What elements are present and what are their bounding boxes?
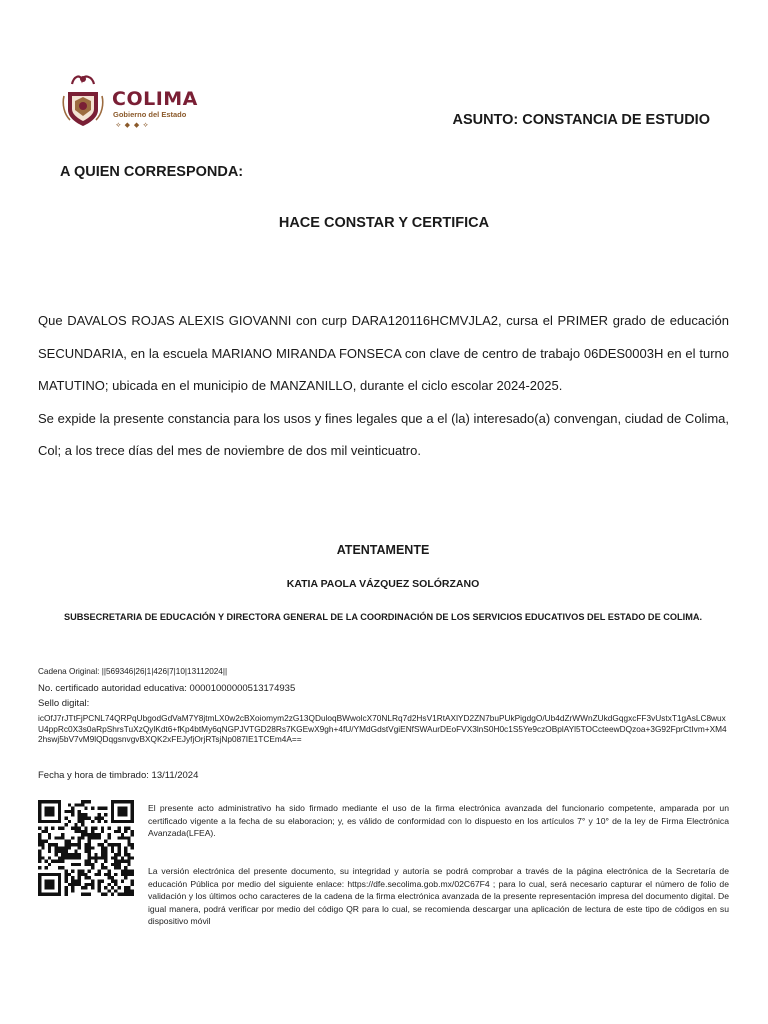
legal-notice-signature: El presente acto administrativo ha sido firmado mediante el uso de la firma electrónica avanzada del funcionario competente, amparada por un certificado vigente a la fecha de su elaboracion; y, es válido de conformidad con lo dispuesto en los artículos 7° y 10° de la ley de Firma Electrónica Avanzada(LFEA). (148, 803, 729, 838)
closing: ATENTAMENTE (336, 543, 430, 557)
qr-code-icon[interactable] (38, 800, 134, 896)
body-paragraph-1: Que DAVALOS ROJAS ALEXIS GIOVANNI con curp DARA120116HCMVJLA2, cursa el PRIMER grado de educación SECUNDARIA, en la escuela MARIANO MIRANDA FONSECA con clave de centro de trabajo 06DES0003H en el turno MATUTINO; ubicada en el municipio de MANZANILLO, durante el ciclo escolar 2024-2025. (38, 313, 729, 393)
original-chain: Cadena Original: ||569346|26|1|426|7|10|13112024|| (38, 667, 228, 676)
logo-subtitle: Gobierno del Estado (113, 110, 187, 119)
logo-ornament: ⟡ ◆ ◆ ⟡ (116, 122, 149, 129)
certificate-number: No. certificado autoridad educativa: 00001000000513174935 (38, 683, 296, 694)
legal-notice-verification: La versión electrónica del presente documento, su integridad y autoría se podrá comprobar a través de la página electrónica de la Secretaría de educación Pública por medio del siguiente enlace: https://dfe.secolima.gob.mx/02C67F4 ; para lo cual, será necesario capturar el número de folio de validación y los últimos ocho caracteres de la cadena de la firma electrónica avanzada de la presente representación impresa del documento digital. De igual manera, podrá verificar por medio del código QR para lo cual, se recomienda descargar una aplicación de lectura de este tipo de códigos en su dispositivo móvil (148, 866, 729, 926)
colima-logo (62, 70, 202, 130)
digital-seal-label: Sello digital: (38, 698, 90, 709)
signatory-name: KATIA PAOLA VÁZQUEZ SOLÓRZANO (286, 578, 480, 590)
state-seal-icon (62, 70, 106, 130)
signatory-title: SUBSECRETARIA DE EDUCACIÓN Y DIRECTORA GENERAL DE LA COORDINACIÓN DE LOS SERVICIOS EDUCATIVOS DEL ESTADO DE COLIMA. (63, 612, 703, 622)
subject-line: ASUNTO: CONSTANCIA DE ESTUDIO (452, 112, 710, 128)
stamp-date: Fecha y hora de timbrado: 13/11/2024 (38, 770, 199, 781)
digital-seal: icOfJ7rJTtFjPCNL74QRPqUbgodGdVaM7Y8jtmLX0w2cBXoiomym2zG13QDuloqBWwolcX70NLRq7d2HsV1RtAXlYD2ZN7buPUkPigdgO/Ub4dZrWWnZUkdGqgxcFF3vUstxT1gAsLC8wuxU4ppRc0X3s0aRpShrsTuXzQylKdt6+fKp4btMy6qNGPJVTGD28Rs7KGEwX9gh+4fU/YMdGdstVgiENfSWAurDEoFVX3lnS0H0c1S5Ye9czOBplAYl5TOCcteewDQzoa+3G92FprCtIvm+XM42hswj5bV7vM9lQDqgsnvgvBXQK2xFEJyfjOrjRTsjNp087IE1TCEm4A== (38, 713, 727, 744)
document-heading: HACE CONSTAR Y CERTIFICA (278, 215, 490, 231)
addressee: A QUIEN CORRESPONDA: (60, 164, 244, 180)
logo-wordmark: COLIMA (112, 88, 198, 110)
document-body (38, 305, 729, 468)
body-paragraph-2: Se expide la presente constancia para los usos y fines legales que a el (la) interesado(a) convengan, ciudad de Colima, Col; a los trece días del mes de noviembre de dos mil veinticuatro. (38, 410, 729, 458)
